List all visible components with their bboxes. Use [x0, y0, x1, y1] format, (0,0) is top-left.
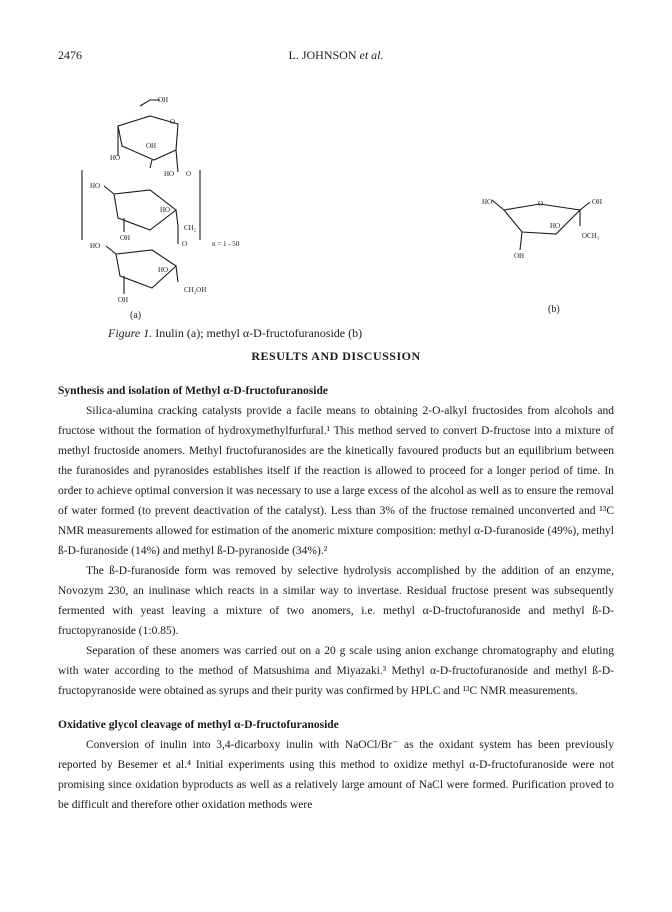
paragraph-1: Silica-alumina cracking catalysts provide a facile means to obtaining 2-O-alkyl fructosides from alcohols and fructose without the formation of hydroxymethylfurfural.¹ This method served to convert D-fructose into a mixture of methyl fructoside anomers. Methyl fructofuranosides are the kinetically favoured products but an equilibrium between the furanosides and pyranosides establishes itself if the reaction is allowed to proceed for a longer period of time. In order to achieve optimal conversion it was necessary to use a large excess of the alcohol as well as to ensure the removal of water formed (to prevent deactivation of the catalyst). Less than 3% of the fructose remained unconverted and ¹³C NMR measurements allowed for estimation of the anomeric mixture composition: methyl α-D-furanoside (49%), methyl ß-D-furanoside (14%) and methyl ß-D-pyranoside (34%).² [58, 405, 614, 557]
fig-a-ho-left2: HO [90, 242, 101, 250]
et-al: et al. [359, 48, 384, 62]
fig-b-ho: HO [482, 198, 493, 206]
fig-a-ho-ring: HO [110, 154, 121, 162]
subsection-title-oxidation: Oxidative glycol cleavage of methyl α-D-fructofuranoside [58, 719, 339, 731]
fig-b-och3: OCH₃ [582, 232, 600, 240]
page-number: 2476 [58, 48, 82, 62]
fig-a-oh-bottom: OH [118, 296, 129, 304]
fig-a-o-link2: O [182, 240, 188, 248]
fig-a-oh-ring: OH [146, 142, 157, 150]
fig-b-ring-o: O [538, 200, 544, 208]
fig-label-b: (b) [548, 304, 560, 315]
fig-a-ch2oh: CH₂OH [184, 286, 207, 294]
fig-a-ho-left1: HO [90, 182, 101, 190]
fig-label-a: (a) [130, 310, 142, 320]
running-header [0, 48, 672, 63]
fig-a-o-link: O [186, 170, 192, 178]
fig-b-oh: OH [592, 198, 603, 206]
fig-a-ch2: CH₂ [184, 224, 197, 232]
fig-b-oh-bottom: OH [514, 252, 525, 260]
fig-a-ring-o: O [170, 118, 176, 126]
figure-caption [108, 326, 362, 341]
paragraph-4: Conversion of inulin into 3,4-dicarboxy inulin with NaOCl/Br⁻ as the oxidant system has been previously reported by Besemer et al.⁴ Initial experiments using this method to oxidize methyl α-D-fructofuranoside were not promising since oxidation byproducts as well as a relatively large amount of NaCl were formed. Purification proved to be difficult and therefore other oxidation methods were [58, 739, 614, 811]
subsection-title-synthesis: Synthesis and isolation of Methyl α-D-fructofuranoside [58, 385, 328, 397]
inulin-structure [82, 100, 200, 294]
fig-b-ho-ring: HO [550, 222, 561, 230]
fig-a-ho-ring2: HO [160, 206, 171, 214]
fig-a-n-range: n = 1 - 50 [212, 240, 240, 248]
section-title: RESULTS AND DISCUSSION [251, 349, 421, 363]
caption-text: Inulin (a); methyl α-D-fructofuranoside (b) [152, 326, 363, 340]
fig-a-ho-ring3: HO [158, 266, 169, 274]
fig-a-oh-top: OH [158, 96, 169, 104]
body-text [58, 381, 614, 815]
fig-a-oh-ring2: OH [120, 234, 131, 242]
caption-figure-number: Figure 1. [108, 326, 153, 340]
fig-a-ho-mid: HO [164, 170, 175, 178]
paragraph-3: Separation of these anomers was carried out on a 20 g scale using anion exchange chromatography and eluting with water according to the method of Matsushima and Miyazaki.³ Methyl α-D-fructofuranoside and methyl ß-D-fructopyranoside were obtained as syrups and their purity was confirmed by HPLC and ¹³C NMR measurements. [58, 645, 614, 697]
author-name: L. JOHNSON [288, 48, 357, 62]
figure-1 [0, 70, 672, 320]
paragraph-2: The ß-D-furanoside form was removed by selective hydrolysis accomplished by the addition of an enzyme, Novozym 230, an inulinase which reacts in a similar way to invertase. Residual fructose present was subsequently fermented with yeast leaving a mixture of two anomers, i.e. methyl α-D-fructofuranoside and methyl ß-D-fructopyranoside (1:0.85). [58, 565, 614, 637]
